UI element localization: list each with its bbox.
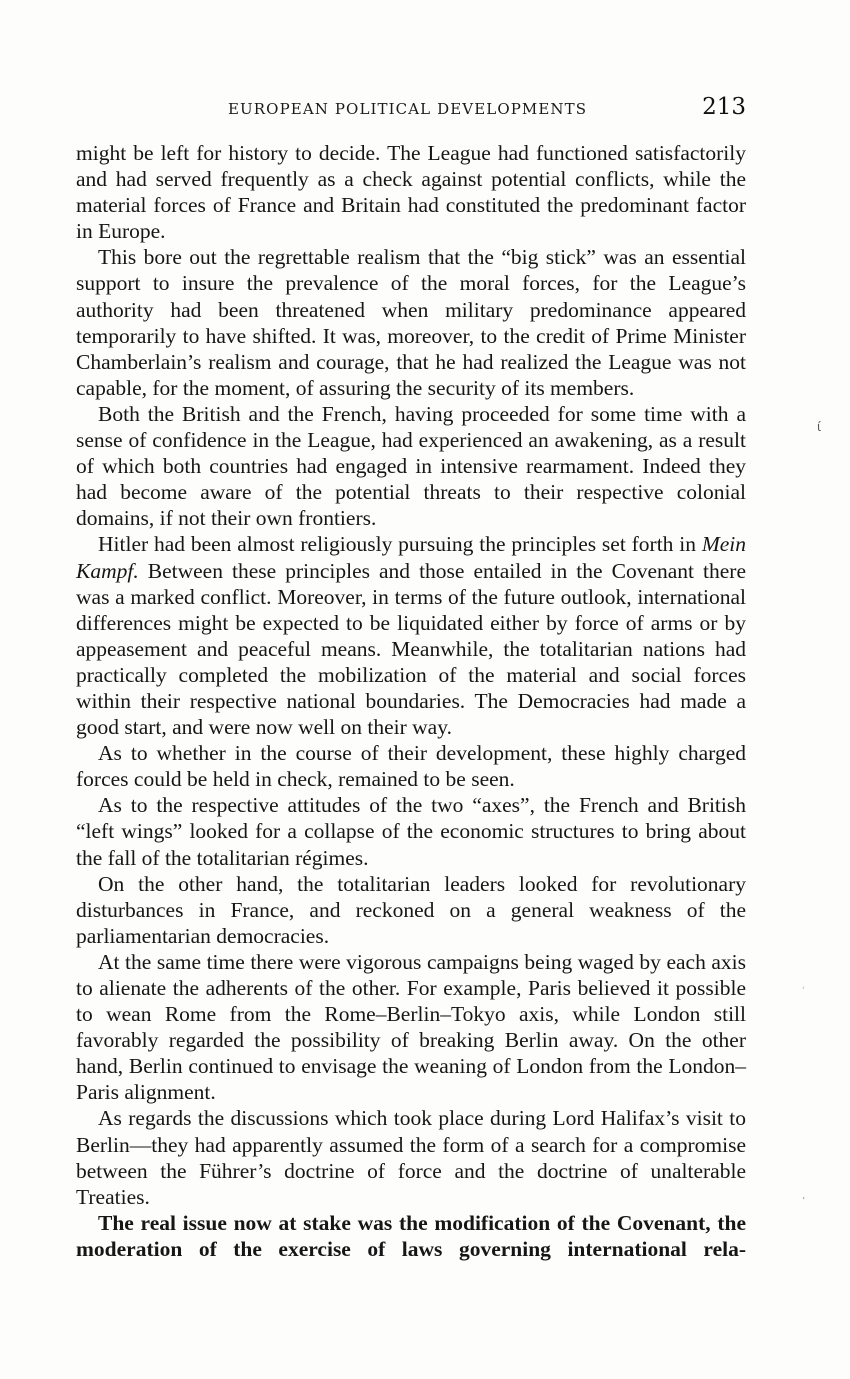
paragraph-9: As regards the discussions which took place during Lord Halifax’s visit to Berlin—they had apparently assumed the form of a search for a compromise between the Führer’s doctrine of force and the doctrine of unalterable Treaties. [76, 1106, 746, 1209]
margin-speck-mark: ’ [802, 1196, 806, 1207]
paragraph-4-text-after: Between these principles and those entailed in the Covenant there was a marked conflict. Moreover, in terms of the future outlook, international differences might be expected to be liquidated either by force of arms or by appeasement and peaceful means. Meanwhile, the totalitarian nations had practically completed the mobilization of the material and social forces within their respective national boundaries. The Democracies had made a good start, and were now well on their way. [76, 558, 746, 740]
paragraph-7: On the other hand, the totalitarian leaders looked for revolutionary disturbances in France, and reckoned on a general weakness of the parliamentarian democracies. [76, 871, 746, 948]
paragraph-10: The real issue now at stake was the modification of the Covenant, the moderation of the exercise of laws governing international rela- [76, 1210, 746, 1261]
running-head-title: EUROPEAN POLITICAL DEVELOPMENTS [228, 100, 588, 118]
paragraph-4 [76, 531, 746, 740]
paragraph-8: At the same time there were vigorous campaigns being waged by each axis to alienate the adherents of the other. For example, Paris believed it possible to wean Rome from the Rome–Berlin–Tokyo axis, while London still favorably regarded the possibility of breaking Berlin away. On the other hand, Berlin continued to envisage the weaning of London from the London–Paris alignment. [76, 949, 746, 1105]
page-number: 213 [702, 94, 746, 120]
paragraph-4-text-before: Hitler had been almost religiously pursuing the principles set forth in [98, 532, 702, 557]
margin-speck-mark: ί [817, 420, 822, 434]
body-text [76, 140, 746, 1262]
paragraph-2: This bore out the regrettable realism that the “big stick” was an essential support to insure the prevalence of the moral forces, for the League’s authority had been threatened when military predominance appeared temporarily to have shifted. It was, moreover, to the credit of Prime Minister Chamberlain’s realism and courage, that he had realized the League was not capable, for the moment, of assuring the security of its members. [76, 245, 746, 400]
paragraph-5: As to whether in the course of their development, these highly charged forces could be held in check, remained to be seen. [76, 741, 746, 792]
margin-speck-mark: ‘ [802, 986, 805, 996]
paragraph-3: Both the British and the French, having proceeded for some time with a sense of confidence in the League, had experienced an awakening, as a result of which both countries had engaged in intensive rearmament. Indeed they had become aware of the potential threats to their respective colonial domains, if not their own frontiers. [76, 401, 746, 531]
paragraph-6: As to the respective attitudes of the two “axes”, the French and British “left wings” looked for a collapse of the economic structures to bring about the fall of the totalitarian régimes. [76, 793, 746, 870]
book-title-italic: Mein Kampf. [76, 532, 746, 583]
paragraph-1: might be left for history to decide. The League had functioned satisfactorily and had served frequently as a check against potential conflicts, while the material forces of France and Britain had constituted the predominant factor in Europe. [76, 141, 746, 244]
running-head [76, 94, 746, 124]
